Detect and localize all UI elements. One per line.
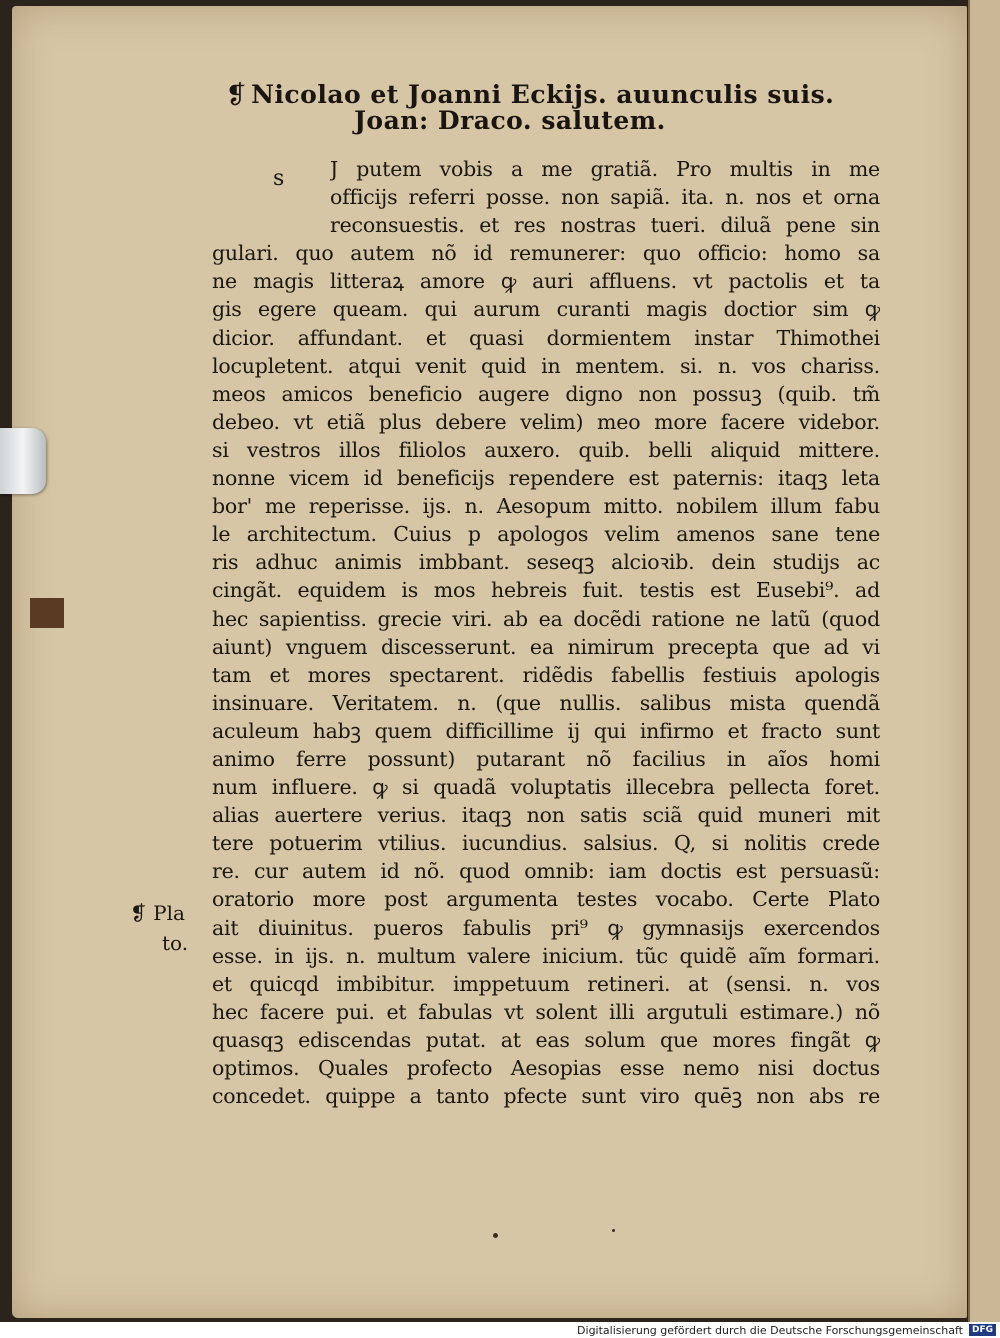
- text-line: ait diuinitus. pueros fabulis pri⁹ ꝙ gymnasijs exercendos: [212, 915, 880, 940]
- text-line: concedet. quippe a tanto pfecte sunt viro quēꝫ non abs re: [212, 1084, 880, 1109]
- text-line: tere potuerim vtilius. iucundius. salsius. Q, si nolitis crede: [212, 831, 880, 856]
- text-line: J putem vobis a me gratiã. Pro multis in me: [330, 157, 880, 181]
- text-line: nonne vicem id beneficijs rependere est paternis: itaqꝫ leta: [212, 466, 880, 491]
- marginal-note-line-1: ❡ Pla: [130, 901, 185, 925]
- text-line: aculeum habꝫ quem difficillime ij qui infirmo et fracto sunt: [212, 718, 880, 743]
- guide-letter: s: [273, 166, 285, 191]
- text-line: et quicqd imbibitur. imppetuum retineri. at (sensi. n. vos: [212, 971, 880, 996]
- text-line: hec facere pui. et fabulas vt solent illi argutuli estimare.) nõ: [212, 999, 880, 1024]
- text-line: alias auertere verius. itaqꝫ non satis sciã quid muneri mit: [212, 803, 880, 828]
- heading-line-2: Joan: Draco. salutem.: [354, 106, 666, 135]
- page-clip: [0, 428, 46, 494]
- text-line: debeo. vt etiã plus debere velim) meo more facere videbor.: [212, 409, 880, 434]
- footer-credit: Digitalisierung gefördert durch die Deutsche Forschungsgemeinschaft: [577, 1323, 963, 1337]
- paragraph-mark-icon: ❡: [225, 80, 248, 109]
- text-line: ris adhuc animis imbbant. seseqꝫ alcioꝛib. dein studijs ac: [212, 550, 880, 575]
- text-line: ne magis litteraꝝ amore ꝙ auri affluens. vt pactolis et ta: [212, 269, 880, 294]
- text-line: le architectum. Cuius p apologos velim amenos sane tene: [212, 522, 880, 547]
- text-line: optimos. Quales profecto Aesopias esse nemo nisi doctus: [212, 1056, 880, 1080]
- text-line: officijs referri posse. non sapiã. ita. n. nos et orna: [330, 185, 880, 210]
- text-line: esse. in ijs. n. multum valere inicium. tũc quidẽ aĩm formari.: [212, 943, 880, 968]
- text-line: insinuare. Veritatem. n. (que nullis. salibus mista quendã: [212, 690, 880, 715]
- text-line: num influere. ꝙ si quadã voluptatis illecebra pellecta foret.: [212, 775, 880, 800]
- body-text: [212, 155, 880, 1110]
- text-line: gulari. quo autem nõ id remunerer: quo officio: homo sa: [212, 241, 880, 266]
- text-line: meos amicos beneficio augere digno non possuꝫ (quib. tm̃: [212, 381, 880, 406]
- text-line: gis egere queam. qui aurum curanti magis doctior sim ꝙ: [212, 297, 880, 322]
- heading-line-1: [100, 80, 960, 109]
- text-line: dicior. affundant. et quasi dormientem instar Thimothei: [212, 325, 880, 350]
- ink-spot: [612, 1229, 615, 1232]
- text-line: oratorio more post argumenta testes vocabo. Certe Plato: [212, 887, 880, 912]
- page-tab-marker: [30, 598, 64, 628]
- text-line: quasqꝫ ediscendas putat. at eas solum que mores fingãt ꝙ: [212, 1027, 880, 1052]
- text-line: aiunt) vnguem discesserunt. ea nimirum precepta que ad vi: [212, 634, 880, 659]
- text-line: tam et mores spectarent. ridẽdis fabellis festiuis apologis: [212, 662, 880, 687]
- text-line: hec sapientiss. grecie viri. ab ea docẽdi ratione ne latũ (quod: [212, 606, 880, 631]
- text-line: reconsuestis. et res nostras tueri. diluã pene sin: [330, 213, 880, 238]
- ink-spot: [493, 1233, 498, 1238]
- text-line: cingãt. equidem is mos hebreis fuit. testis est Eusebi⁹. ad: [212, 578, 880, 603]
- marginal-note-line-2: to.: [162, 931, 189, 955]
- heading-text-1: Nicolao et Joanni Eckijs. auunculis suis.: [251, 80, 835, 109]
- text-line: locupletent. atqui venit quid in mentem. si. n. vos chariss.: [212, 353, 880, 378]
- digitization-footer: [0, 1322, 1000, 1338]
- text-line: si vestros illos filiolos auxero. quib. belli aliquid mittere.: [212, 437, 880, 462]
- dfg-logo-icon: DFG: [969, 1324, 996, 1336]
- text-line: re. cur autem id nõ. quod omnib: iam doctis est persuasũ:: [212, 859, 880, 884]
- marginal-note: [130, 898, 200, 958]
- adjacent-page-edge: [968, 0, 1000, 1322]
- text-line: animo ferre possunt) putarant nõ facilius in aĩos homi: [212, 746, 880, 771]
- text-line: bor' me reperisse. ijs. n. Aesopum mitto. nobilem illum fabu: [212, 494, 880, 519]
